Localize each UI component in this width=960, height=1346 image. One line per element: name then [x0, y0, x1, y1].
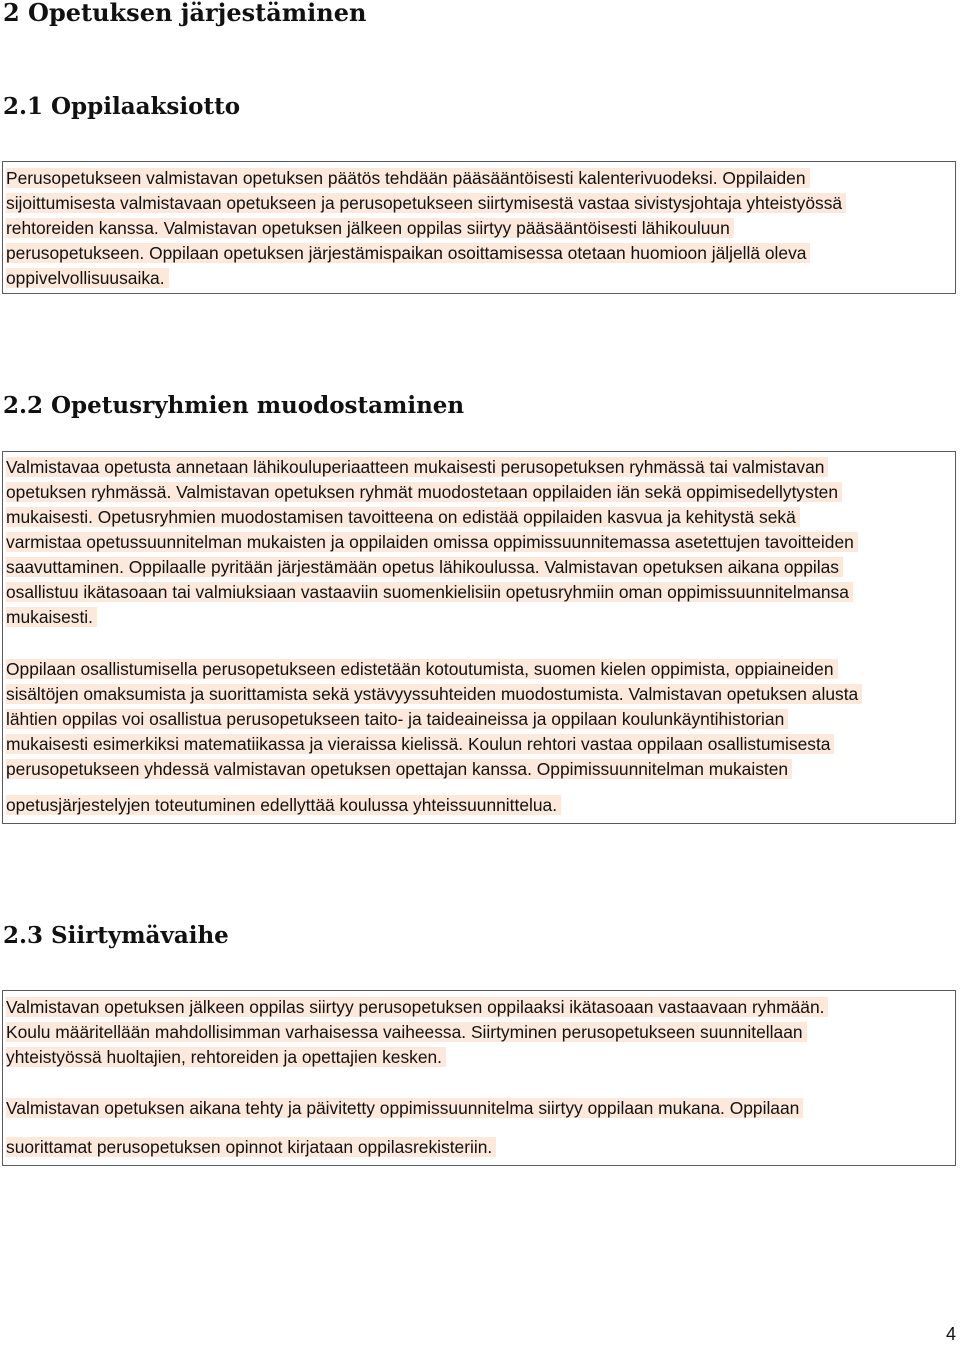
text-line: Valmistavan opetuksen aikana tehty ja päivitetty oppimissuunnitelma siirtyy oppilaan mukana. Oppilaan — [6, 1096, 803, 1121]
text-line: sisältöjen omaksumista ja suorittamista sekä ystävyyssuhteiden muodostumista. Valmistavan opetuksen alusta — [6, 682, 862, 707]
text-line: Koulu määritellään mahdollisimman varhaisessa vaiheessa. Siirtyminen perusopetukseen suunnitellaan — [6, 1020, 807, 1045]
text-line: saavuttaminen. Oppilaalle pyritään järjestämään opetus lähikoulussa. Valmistavan opetuksen aikana oppilas — [6, 555, 843, 580]
text-line: mukaisesti esimerkiksi matematiikassa ja vieraissa kielissä. Koulun rehtori vastaa oppilaan osallistumisesta — [6, 732, 834, 757]
text-line: rehtoreiden kanssa. Valmistavan opetuksen jälkeen oppilas siirtyy pääsääntöisesti lähikouluun — [6, 216, 734, 241]
text-line: varmistaa opetussuunnitelman mukaisten ja oppilaiden omissa oppimissuunnitemassa asetettujen tavoitteiden — [6, 530, 858, 555]
content-box-oppilaaksiotto — [2, 161, 956, 294]
text-line: opetusjärjestelyjen toteutuminen edellyttää koulussa yhteissuunnittelua. — [6, 793, 561, 818]
content-box-siirtymavaihe — [2, 990, 956, 1166]
text-line: yhteistyössä huoltajien, rehtoreiden ja opettajien kesken. — [6, 1045, 446, 1070]
text-line: Valmistavan opetuksen jälkeen oppilas siirtyy perusopetuksen oppilaaksi ikätasoaan vastaavaan ryhmään. — [6, 995, 828, 1020]
text-line: Oppilaan osallistumisella perusopetukseen edistetään kotoutumista, suomen kielen oppimista, oppiaineiden — [6, 657, 838, 682]
section-heading-siirtymavaihe: 2.3 Siirtymävaihe — [3, 922, 229, 949]
text-line: perusopetukseen yhdessä valmistavan opetuksen opettajan kanssa. Oppimissuunnitelman mukaisten — [6, 757, 792, 782]
text-line: osallistuu ikätasoaan tai valmiuksiaan vastaaviin suomenkielisiin opetusryhmiin oman oppimissuunnitelmansa — [6, 580, 853, 605]
text-line: sijoittumisesta valmistavaan opetukseen ja perusopetukseen siirtymisestä vastaa sivistysjohtaja yhteistyössä — [6, 191, 846, 216]
text-line: Valmistavaa opetusta annetaan lähikouluperiaatteen mukaisesti perusopetuksen ryhmässä tai valmistavan — [6, 455, 828, 480]
section-heading-opetusryhmat: 2.2 Opetusryhmien muodostaminen — [3, 392, 465, 419]
text-line: perusopetukseen. Oppilaan opetuksen järjestämispaikan osoittamisessa otetaan huomioon jäljellä oleva — [6, 241, 810, 266]
text-line: suorittamat perusopetuksen opinnot kirjataan oppilasrekisteriin. — [6, 1135, 496, 1160]
content-box-opetusryhmat — [2, 451, 956, 824]
text-line: mukaisesti. Opetusryhmien muodostamisen tavoitteena on edistää oppilaiden kasvua ja kehitystä sekä — [6, 505, 800, 530]
section-heading-oppilaaksiotto: 2.1 Oppilaaksiotto — [3, 93, 241, 120]
text-line: Perusopetukseen valmistavan opetuksen päätös tehdään pääsääntöisesti kalenterivuodeksi. Oppilaiden — [6, 166, 810, 191]
text-line: lähtien oppilas voi osallistua perusopetukseen taito- ja taideaineissa ja oppilaan koulunkäyntihistorian — [6, 707, 788, 732]
text-line: mukaisesti. — [6, 605, 97, 630]
page-number: 4 — [945, 1324, 956, 1344]
page-heading: 2 Opetuksen järjestäminen — [3, 0, 367, 27]
text-line: opetuksen ryhmässä. Valmistavan opetuksen ryhmät muodostetaan oppilaiden iän sekä oppimisedellytysten — [6, 480, 842, 505]
text-line: oppivelvollisuusaika. — [6, 266, 169, 291]
